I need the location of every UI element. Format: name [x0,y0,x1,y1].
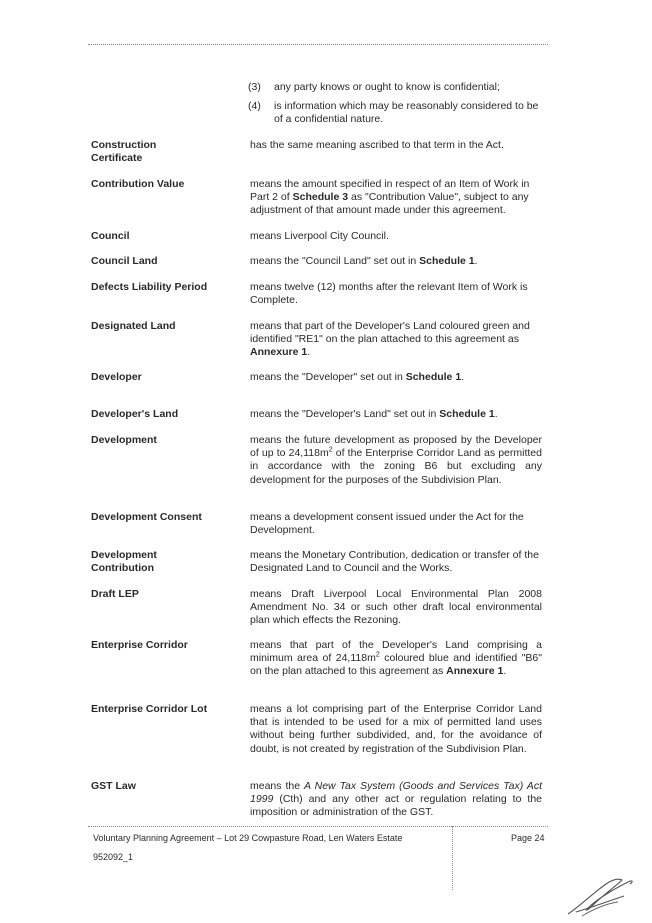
term-council: Council [91,230,130,242]
footer-rule [88,826,548,827]
definition-developer: means the "Developer" set out in Schedule 1. [250,371,465,383]
list-item-text: is information which may be reasonably considered to be of a confidential nature. [274,100,539,126]
term-developers-land: Developer's Land [91,408,179,420]
term-contribution-value: Contribution Value [91,178,185,190]
document-id: 952092_1 [93,852,134,862]
term-enterprise-corridor: Enterprise Corridor [91,639,188,651]
term-draft-lep: Draft LEP [91,588,139,600]
definition-developers-land: means the "Developer's Land" set out in Schedule 1. [250,408,498,420]
footer-title: Voluntary Planning Agreement – Lot 29 Cowpasture Road, Len Waters Estate [93,833,403,843]
definition-gst-law: means the A New Tax System (Goods and Services Tax) Act 1999 (Cth) and any other act or regulation relating to the imposition or administration of the GST. [250,780,542,819]
definition-enterprise-corridor-lot: means a lot comprising part of the Enterprise Corridor Land that is intended to be used for a mix of permitted land uses without being further subdivided, and, for the avoidance of doubt, is not created by registration of the Subdivision Plan. [250,703,542,755]
list-item-number: (3) [248,81,261,93]
definition-development-consent: means a development consent issued under the Act for the Development. [250,511,524,537]
term-developer: Developer [91,371,142,383]
page-number: Page 24 [511,833,545,843]
definition-draft-lep: means Draft Liverpool Local Environmental Plan 2008 Amendment No. 34 or such other draft local environmental plan which effects the Rezoning. [250,588,542,627]
signature-icon [562,872,640,920]
term-defects-liability-period: Defects Liability Period [91,281,208,293]
definition-construction-certificate: has the same meaning ascribed to that term in the Act. [250,139,504,151]
term-enterprise-corridor-lot: Enterprise Corridor Lot [91,703,208,715]
term-construction-certificate: Construction Certificate [91,139,157,165]
term-development: Development [91,434,157,446]
term-designated-land: Designated Land [91,320,176,332]
definition-development: means the future development as proposed by the Developer of up to $24,118m^2$ of the Enterprise Corridor Land as permitted in accordance with the zoning B6 but excluding any development for the purposes of the Subdivision Plan. [250,434,542,486]
definition-council: means Liverpool City Council. [250,230,389,242]
term-gst-law: GST Law [91,780,136,792]
term-development-consent: Development Consent [91,511,202,523]
definition-enterprise-corridor: means that part of the Developer's Land comprising a minimum area of $24,118m^2$ coloured blue and identified "B6" on the plan attached to this agreement as Annexure 1. [250,639,543,678]
definition-contribution-value: means the amount specified in respect of an Item of Work in Part 2 of Schedule 3 as "Contribution Value", subject to any adjustment of that amount made under this agreement. [250,178,530,217]
term-council-land: Council Land [91,255,158,267]
list-item-text: any party knows or ought to know is confidential; [274,81,500,93]
definition-designated-land: means that part of the Developer's Land coloured green and identified "RE1" on the plan attached to this agreement as Annexure 1. [250,320,530,359]
definition-development-contribution: means the Monetary Contribution, dedication or transfer of the Designated Land to Council and the Works. [250,549,539,575]
definition-council-land: means the "Council Land" set out in Schedule 1. [250,255,478,267]
header-rule [88,44,548,45]
term-development-contribution: Development Contribution [91,549,157,575]
definition-defects-liability-period: means twelve (12) months after the relevant Item of Work is Complete. [250,281,528,307]
footer-separator [452,826,453,890]
list-item-number: (4) [248,100,261,112]
